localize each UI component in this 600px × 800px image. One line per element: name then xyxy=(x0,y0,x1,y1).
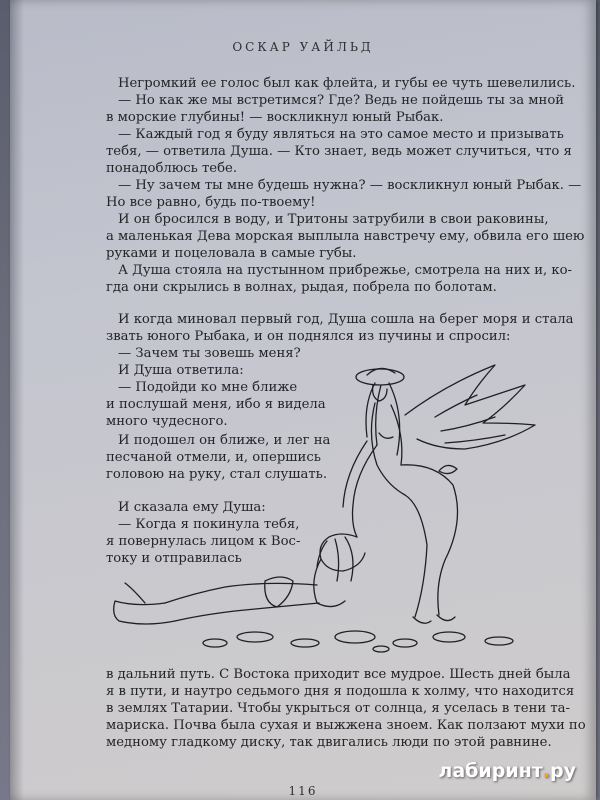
text-line: головою на руку, стал слушать. xyxy=(106,467,328,482)
text-line: я в пути, и наутро седьмого дня я подошла к холму, что находится xyxy=(106,684,575,699)
running-header: ОСКАР УАЙЛЬД xyxy=(232,40,374,54)
text-line: — Когда я покинула тебя, xyxy=(118,517,300,532)
text-line: — Подойди ко мне ближе xyxy=(118,380,298,395)
text-line: — Но как же мы встретимся? Где? Ведь не пойдешь ты за мной xyxy=(118,93,565,108)
text-line: — Зачем ты зовешь меня? xyxy=(118,346,301,361)
text-line: мариска. Почва была сухая и выжжена зноем. Как ползают мухи по xyxy=(106,718,586,733)
text-line: току и отправилась xyxy=(106,551,242,566)
book-page xyxy=(10,0,596,800)
text-line: песчаной отмели, и, опершись xyxy=(106,450,321,465)
text-line: понадоблюсь тебе. xyxy=(106,161,238,176)
text-line: я повернулась лицом к Вос- xyxy=(106,534,301,549)
text-line: Но все равно, будь по-твоему! xyxy=(106,195,316,210)
text-line: а маленькая Дева морская выплыла навстречу ему, обвила его шею xyxy=(106,229,585,244)
page-spine-shadow xyxy=(10,0,24,800)
text-line: и послушай меня, ибо я видела xyxy=(106,397,326,412)
text-line: в дальний путь. С Востока приходит все мудрое. Шесть дней была xyxy=(106,667,571,682)
fisherman-and-soul-illustration xyxy=(105,345,555,665)
text-line: тебя, — ответила Душа. — Кто знает, ведь может случиться, что я xyxy=(106,144,572,159)
text-line: И подошел он ближе, и лег на xyxy=(118,433,331,448)
text-line: — Каждый год я буду являться на это самое место и призывать xyxy=(118,127,564,142)
text-line: гда они скрылись в волнах, рыдая, побрела по болотам. xyxy=(106,280,497,295)
text-line: И Душа ответила: xyxy=(118,363,244,378)
text-line: Негромкий ее голос был как флейта, и губы ее чуть шевелились. xyxy=(118,76,576,91)
text-line: в морские глубины! — воскликнул юный Рыбак. xyxy=(106,110,444,125)
text-line: много чудесного. xyxy=(106,414,228,429)
text-line: И когда миновал первый год, Душа сошла на берег моря и стала xyxy=(118,312,574,327)
page-number: 116 xyxy=(288,784,318,798)
text-line: руками и поцеловала в самые губы. xyxy=(106,246,357,261)
text-line: звать юного Рыбака, и он поднялся из пучины и спросил: xyxy=(106,329,511,344)
watermark-logo: лабиринт.ру xyxy=(438,760,576,782)
text-line: И сказала ему Душа: xyxy=(118,500,266,515)
text-line: в землях Татарии. Чтобы укрыться от солнца, я уселась в тени та- xyxy=(106,701,570,716)
text-line: И он бросился в воду, и Тритоны затрубили в свои раковины, xyxy=(118,212,549,227)
text-line: А Душа стояла на пустынном прибрежье, смотрела на них и, ко- xyxy=(118,263,573,278)
text-line: — Ну зачем ты мне будешь нужна? — воскликнул юный Рыбак. — xyxy=(118,178,582,193)
text-line: медному гладкому диску, так двигались люди по этой равнине. xyxy=(106,735,552,750)
